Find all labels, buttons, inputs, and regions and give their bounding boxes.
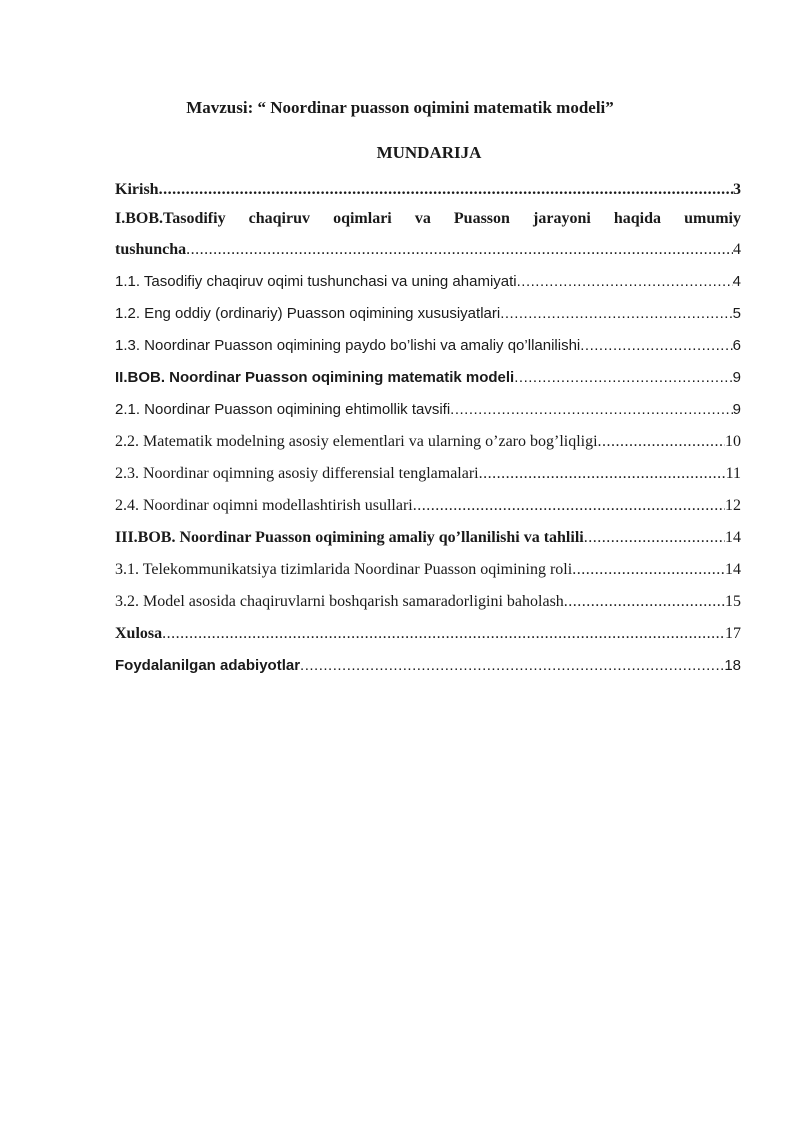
toc-heading: MUNDARIJA — [376, 143, 482, 162]
toc-entry-1-3: 1.3. Noordinar Puasson oqimining paydo bo’lishi va amaliy qo’llanilishi ..... 6 — [115, 328, 741, 360]
toc-entry-chapter-1: I.BOB.Tasodifiy chaqiruv oqimlari va Puasson jarayoni haqida umumiy tushuncha ..... 4 — [115, 204, 741, 264]
document-topic: Mavzusi: “ Noordinar puasson oqimini matematik modeli” — [186, 98, 614, 117]
toc-entry-2-4: 2.4. Noordinar oqimni modellashtirish usullari ..... 12 — [115, 488, 741, 520]
toc-entry-1-1: 1.1. Tasodifiy chaqiruv oqimi tushunchasi va uning ahamiyati ..... 4 — [115, 264, 741, 296]
toc-entry-2-1: 2.1. Noordinar Puasson oqimining ehtimollik tavsifi ..... 9 — [115, 392, 741, 424]
toc-entry-chapter-3: III.BOB. Noordinar Puasson oqimining amaliy qo’llanilishi va tahlili ..... 14 — [115, 520, 741, 552]
toc-entry-chapter-2: II.BOB. Noordinar Puasson oqimining matematik modeli ..... 9 — [115, 360, 741, 392]
table-of-contents — [115, 172, 741, 680]
toc-entry-1-2: 1.2. Eng oddiy (ordinariy) Puasson oqimining xususiyatlari ..... 5 — [115, 296, 741, 328]
toc-entry-adabiyotlar: Foydalanilgan adabiyotlar ..... 18 — [115, 648, 741, 680]
toc-entry-2-2: 2.2. Matematik modelning asosiy elementlari va ularning o’zaro bog’liqligi ..... 10 — [115, 424, 741, 456]
toc-entry-3-2: 3.2. Model asosida chaqiruvlarni boshqarish samaradorligini baholash ..... 15 — [115, 584, 741, 616]
toc-entry-2-3: 2.3. Noordinar oqimning asosiy differensial tenglamalari ..... 11 — [115, 456, 741, 488]
toc-entry-3-1: 3.1. Telekommunikatsiya tizimlarida Noordinar Puasson oqimining roli ..... 14 — [115, 552, 741, 584]
toc-entry-xulosa: Xulosa ..... 17 — [115, 616, 741, 648]
toc-entry-kirish: Kirish ..... 3 — [115, 172, 741, 204]
